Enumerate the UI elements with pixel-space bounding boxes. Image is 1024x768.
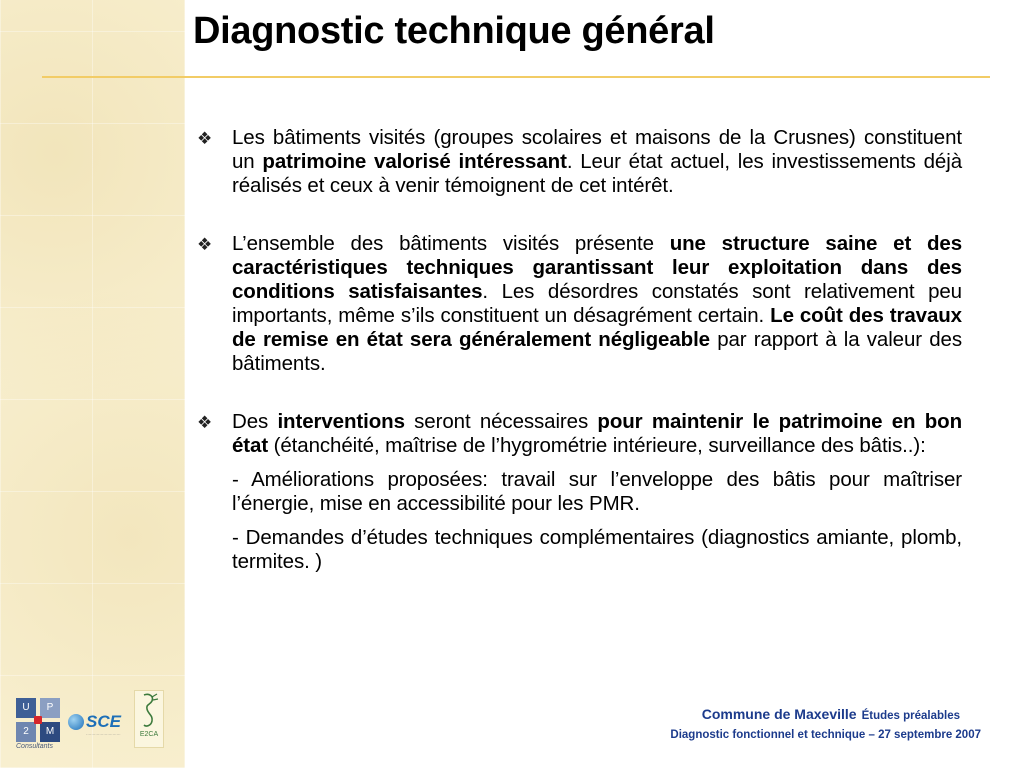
globe-icon	[68, 714, 84, 730]
footer-subtitle: Diagnostic fonctionnel et technique – 27 septembre 2007	[670, 729, 981, 741]
decorative-sidebar	[0, 0, 185, 768]
body-text: Des	[232, 410, 278, 433]
up2m-letter-2: 2	[16, 722, 36, 742]
sce-logo-text: SCE	[86, 712, 121, 731]
bullet-item	[197, 126, 962, 198]
up2m-dot-icon	[34, 716, 42, 724]
bullet-body	[232, 232, 962, 376]
emphasis-text: patrimoine valorisé intéressant	[262, 150, 567, 173]
sub-item-text	[232, 468, 962, 516]
figure-icon	[135, 691, 163, 731]
bullet-text	[232, 232, 962, 376]
bullet-text	[232, 126, 962, 198]
footer-client: Commune de Maxeville	[701, 706, 857, 722]
bullet-marker-icon: ❖	[197, 413, 213, 432]
emphasis-text: pour maintenir le patrimoine en bon état	[232, 410, 962, 457]
emphasis-text: Le coût des travaux de remise en état sera généralement négligeable	[232, 304, 962, 351]
sce-tagline-decoration: ··························	[86, 732, 121, 737]
bullet-item	[197, 232, 962, 376]
up2m-logo	[16, 698, 60, 750]
body-text: (étanchéité, maîtrise de l’hygrométrie intérieure, surveillance des bâtis..):	[268, 434, 926, 457]
up2m-caption: Consultants	[16, 743, 53, 750]
bullet-body	[232, 126, 962, 198]
up2m-letter-p: P	[40, 698, 60, 718]
footer-study: Études préalables	[861, 710, 960, 722]
e2ca-logo	[134, 690, 164, 748]
bullet-item	[197, 410, 962, 574]
body-text: - Améliorations proposées: travail sur l’enveloppe des bâtis pour maîtriser l’énergie, mise en accessibilité pour les PMR.	[232, 468, 962, 515]
emphasis-text: interventions	[277, 410, 405, 433]
body-text: . Les désordres constatés sont relativement peu importants, même s’ils constituent un désagrément certain.	[232, 280, 962, 327]
up2m-letter-u: U	[16, 698, 36, 718]
page-title: Diagnostic technique général	[193, 10, 715, 52]
bullet-text	[232, 410, 962, 458]
body-text: . Leur état actuel, les investissements déjà réalisés et ceux à venir témoignent de cet intérêt.	[232, 150, 962, 197]
sce-logo	[68, 712, 130, 740]
title-divider	[42, 76, 990, 78]
up2m-letter-m: M	[40, 722, 60, 742]
bullet-marker-icon: ❖	[197, 235, 213, 254]
bullet-list	[197, 126, 962, 608]
body-text: - Demandes d’études techniques complémentaires (diagnostics amiante, plomb, termites. )	[232, 526, 962, 573]
body-text: Les bâtiments visités (groupes scolaires et maisons de la Crusnes) constituent un	[232, 126, 962, 173]
sub-item-text	[232, 526, 962, 574]
bullet-marker-icon: ❖	[197, 129, 213, 148]
partner-logos	[16, 690, 176, 750]
body-text: seront nécessaires	[404, 410, 598, 433]
e2ca-logo-text: E2CA	[139, 731, 159, 738]
body-text: L’ensemble des bâtiments visités présente	[232, 232, 670, 255]
bullet-body	[232, 410, 962, 574]
body-text: par rapport à la valeur des bâtiments.	[232, 328, 962, 375]
footer-client-line	[702, 706, 960, 722]
emphasis-text: une structure saine et des caractéristiques techniques garantissant leur exploitation dans des conditions satisfaisantes	[232, 232, 962, 303]
